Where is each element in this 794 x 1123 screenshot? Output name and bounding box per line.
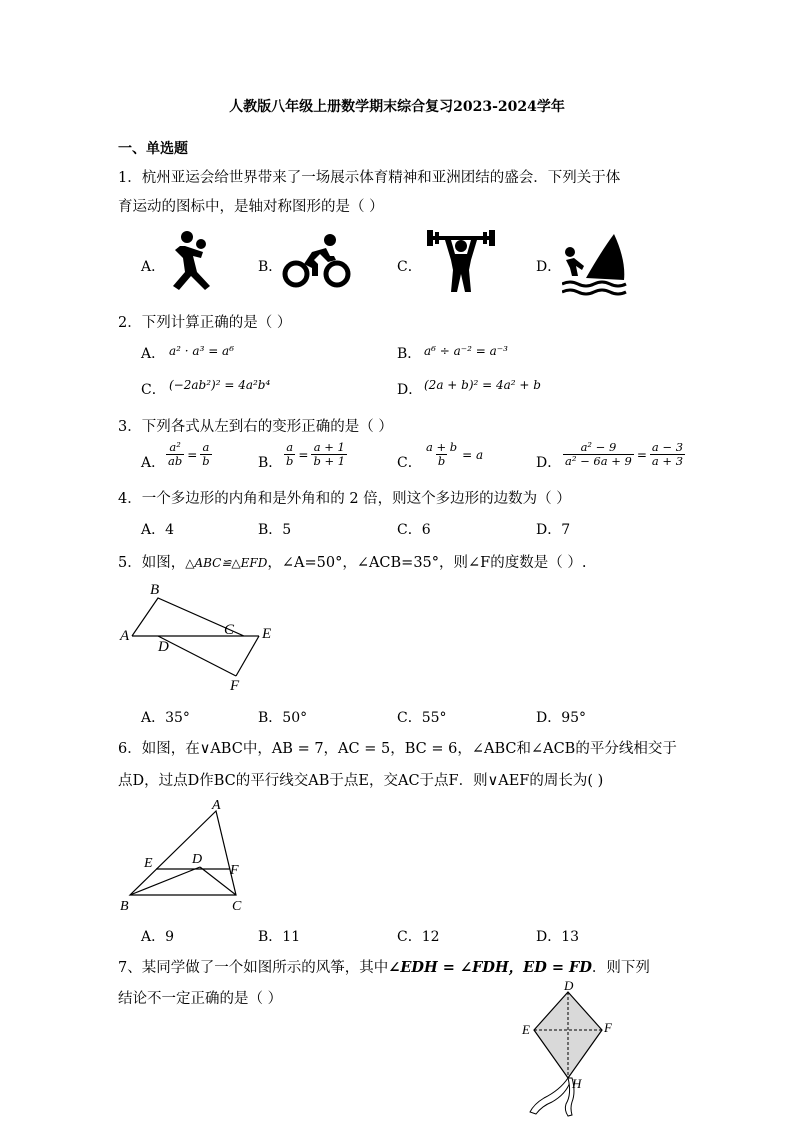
q6-label-d: D [192, 852, 203, 867]
q2-option-b-label: B． [397, 346, 422, 362]
q4-stem: 4．一个多边形的内角和是外角和的 2 倍，则这个多边形的边数为（ ） [118, 491, 571, 507]
q3-option-b-label: B． [258, 455, 283, 471]
q7-label-f: F [604, 1020, 612, 1035]
q2-option-a: a² · a³ = a⁶ [169, 344, 235, 358]
q3-option-b: $\frac{a}{b}$ = $\frac{a + 1}{b + 1}$ [286, 440, 346, 469]
q2-option-d: (2a + b)² = 4a² + b [424, 378, 541, 392]
q4-option-d: D．7 [536, 522, 571, 538]
q3-b-left-fraction: $\frac{a}{b}$ [286, 440, 294, 469]
q6-stem-line1: 6．如图，在∨ABC中，AB = 7，AC = 5，BC = 6，∠ABC和∠ACB的平分线相交于 [118, 741, 677, 757]
q3-option-d-label: D． [536, 455, 562, 471]
q1-option-a-label: A． [141, 259, 166, 275]
q6-option-c: C．12 [397, 929, 440, 945]
q5-option-d: D．95° [536, 710, 587, 726]
q3-option-d: $\frac{\text{a² − 9}}{\text{a² − 6a + 9}}$ = $\frac{a - 3}{a + 3}$ [565, 440, 684, 469]
q7-stem-line2: 结论不一定正确的是（ ） [118, 991, 283, 1007]
cyclist-icon [282, 232, 352, 290]
q5-label-a: A [120, 628, 130, 644]
q6-label-b: B [120, 899, 129, 914]
q1-stem-line2: 育运动的图标中，是轴对称图形的是（ ） [118, 199, 384, 215]
q5-label-d: D [158, 639, 169, 655]
q6-stem-line2: 点D，过点D作BC的平行线交AB于点E，交AC于点F．则∨AEF的周长为( ) [118, 773, 604, 789]
q7-label-h: H [572, 1076, 582, 1091]
q4-option-c: C．6 [397, 522, 431, 538]
q3-option-c: $\frac{a + b}{b}$ = a [426, 440, 484, 469]
q3-option-a: $\frac{\text{a²}}{ab}$ = $\frac{a}{b}$ [168, 440, 210, 469]
q2-option-d-label: D． [397, 382, 423, 398]
q3-d-left-fraction: $\frac{\text{a² − 9}}{\text{a² − 6a + 9}}$ [565, 440, 632, 469]
q5-option-b: B．50° [258, 710, 308, 726]
q2-option-c-label: C． [141, 382, 166, 398]
q5-figure [116, 578, 286, 694]
q5-stem: 5．如图，△ABC≌△EFD，∠A=50°，∠ACB=35°，则∠F的度数是（ ）. [118, 555, 587, 571]
q2-option-a-label: A． [141, 346, 166, 362]
q6-option-a: A．9 [141, 929, 175, 945]
q4-option-b: B．5 [258, 522, 292, 538]
q7-kite-figure [512, 978, 624, 1120]
q6-label-f: F [230, 863, 239, 878]
q6-figure [116, 797, 256, 915]
q6-option-d: D．13 [536, 929, 580, 945]
q7-stem-line1: 7、某同学做了一个如图所示的风筝，其中∠EDH = ∠FDH，ED = FD．则下列 [118, 959, 650, 976]
q6-label-c: C [232, 899, 242, 914]
q5-option-c: C．55° [397, 710, 447, 726]
volleyball-player-icon [165, 228, 231, 294]
q7-label-e: E [522, 1022, 530, 1037]
q3-option-a-label: A． [141, 455, 166, 471]
q2-option-c: (−2ab²)² = 4a²b⁴ [169, 378, 271, 392]
q3-d-right-fraction: $\frac{a - 3}{a + 3}$ [651, 440, 684, 469]
q1-option-d-label: D． [536, 259, 562, 275]
q3-a-right-fraction: $\frac{a}{b}$ [202, 440, 210, 469]
page-title: 人教版八年级上册数学期末综合复习2023-2024学年 [229, 99, 565, 115]
q5-label-b: B [150, 582, 160, 598]
q3-a-left-fraction: $\frac{\text{a²}}{ab}$ [168, 440, 183, 469]
section-heading: 一、单选题 [118, 141, 188, 157]
q1-stem-line1: 1．杭州亚运会给世界带来了一场展示体育精神和亚洲团结的盛会．下列关于体 [118, 170, 621, 186]
q7-label-d: D [564, 978, 574, 993]
q1-option-b-label: B． [258, 259, 283, 275]
q5-option-a: A．35° [141, 710, 190, 726]
q2-option-b: a⁶ ÷ a⁻² = a⁻³ [424, 344, 508, 358]
weightlifter-icon [425, 230, 497, 294]
q6-label-a: A [212, 798, 221, 813]
q5-label-e: E [262, 626, 272, 642]
q3-stem: 3．下列各式从左到右的变形正确的是（ ） [118, 419, 393, 435]
q2-stem: 2．下列计算正确的是（ ） [118, 315, 292, 331]
q1-option-c-label: C． [397, 259, 422, 275]
q5-label-c: C [224, 622, 235, 638]
q3-b-right-fraction: $\frac{a + 1}{b + 1}$ [313, 440, 346, 469]
q3-c-left-fraction: $\frac{a + b}{b}$ [426, 440, 458, 469]
q6-label-e: E [144, 856, 153, 871]
q3-option-c-label: C． [397, 455, 422, 471]
q4-option-a: A．4 [141, 522, 175, 538]
q5-label-f: F [230, 678, 240, 694]
windsurfer-icon [562, 230, 628, 296]
q6-option-b: B．11 [258, 929, 301, 945]
